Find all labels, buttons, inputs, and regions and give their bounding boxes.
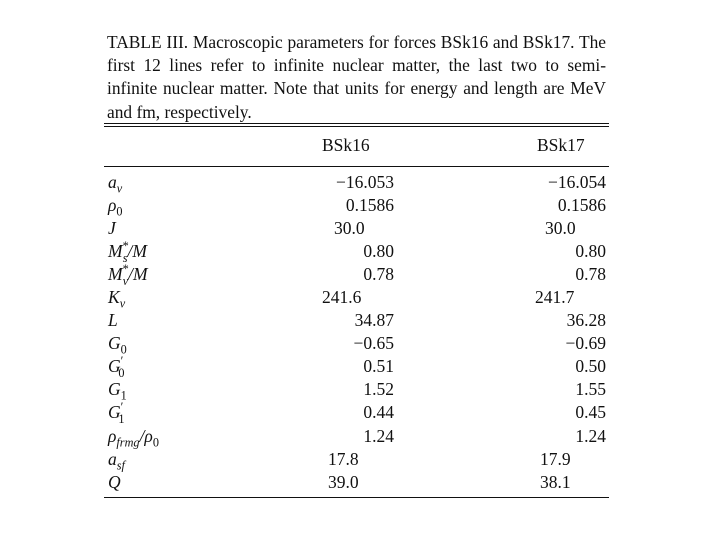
cell-bsk16: 1.24 xyxy=(363,426,394,446)
table-row xyxy=(0,449,720,472)
cell-bsk16: 0.1586 xyxy=(345,195,394,215)
row-label-g1-prime: $G'_1$ xyxy=(108,400,125,426)
cell-bsk17: −16.054 xyxy=(548,172,606,192)
table-row xyxy=(0,356,720,379)
row-label-kv: $K_v$ xyxy=(108,287,126,311)
table-row xyxy=(0,172,720,195)
cell-bsk17: 38.1 xyxy=(540,472,571,492)
table-row xyxy=(0,195,720,218)
cell-bsk16: 0.44 xyxy=(363,402,394,422)
table-row xyxy=(0,426,720,449)
cell-bsk16: 241.6 xyxy=(322,287,362,307)
cell-bsk16: 0.80 xyxy=(363,241,394,261)
row-label-g0-prime: $G'_0$ xyxy=(108,354,125,380)
row-label-av: $a_v$ xyxy=(108,172,123,196)
cell-bsk17: 0.1586 xyxy=(557,195,606,215)
row-label-ms-ratio: $M^*_s/M$ xyxy=(108,239,147,265)
table-caption: TABLE III. Macroscopic parameters for forces BSk16 and BSk17. The first 12 lines refer to infinite nuclear matter, the last two to semi-infinite nuclear matter. Note that units for energy and length are MeV and fm, respectively. xyxy=(107,32,606,122)
cell-bsk16: 17.8 xyxy=(328,449,359,469)
column-header-bsk16: BSk16 xyxy=(322,135,370,155)
table-row xyxy=(0,333,720,356)
cell-bsk16: 0.51 xyxy=(363,356,394,376)
row-label-rho-frmg: $\rho_{frmg}/\rho_0$ xyxy=(108,426,159,450)
cell-bsk16: −16.053 xyxy=(336,172,394,192)
cell-bsk16: 34.87 xyxy=(354,310,394,330)
cell-bsk17: 0.45 xyxy=(575,402,606,422)
cell-bsk17: 1.55 xyxy=(575,379,606,399)
row-label-g0: $G_0$ xyxy=(108,333,127,357)
cell-bsk17: 36.28 xyxy=(566,310,606,330)
cell-bsk16: 39.0 xyxy=(328,472,359,492)
cell-bsk16: −0.65 xyxy=(353,333,394,353)
table-row xyxy=(0,310,720,333)
table-row xyxy=(0,218,720,241)
top-rule xyxy=(104,123,609,124)
table-row xyxy=(0,287,720,310)
row-label-rho0: $\rho_0$ xyxy=(108,195,123,219)
row-label-asf: $a_{sf}$ xyxy=(108,449,125,473)
column-header-bsk17: BSk17 xyxy=(537,135,585,155)
top-rule-double xyxy=(104,126,609,127)
table-row xyxy=(0,241,720,264)
cell-bsk17: −0.69 xyxy=(565,333,606,353)
cell-bsk17: 0.78 xyxy=(575,264,606,284)
row-label-j: J xyxy=(108,218,116,238)
cell-bsk17: 30.0 xyxy=(545,218,576,238)
row-label-g1: $G_1$ xyxy=(108,379,127,403)
cell-bsk17: 241.7 xyxy=(535,287,575,307)
cell-bsk17: 17.9 xyxy=(540,449,571,469)
cell-bsk17: 0.50 xyxy=(575,356,606,376)
cell-bsk17: 0.80 xyxy=(575,241,606,261)
cell-bsk16: 0.78 xyxy=(363,264,394,284)
header-rule xyxy=(104,166,609,167)
cell-bsk17: 1.24 xyxy=(575,426,606,446)
cell-bsk16: 1.52 xyxy=(363,379,394,399)
row-label-q: Q xyxy=(108,472,121,492)
bottom-rule xyxy=(104,497,609,498)
row-label-mv-ratio: $M^*_v/M$ xyxy=(108,262,148,288)
table-row xyxy=(0,472,720,495)
table-row xyxy=(0,379,720,402)
table-row xyxy=(0,402,720,425)
cell-bsk16: 30.0 xyxy=(334,218,365,238)
row-label-l: L xyxy=(108,310,118,330)
table-row xyxy=(0,264,720,287)
